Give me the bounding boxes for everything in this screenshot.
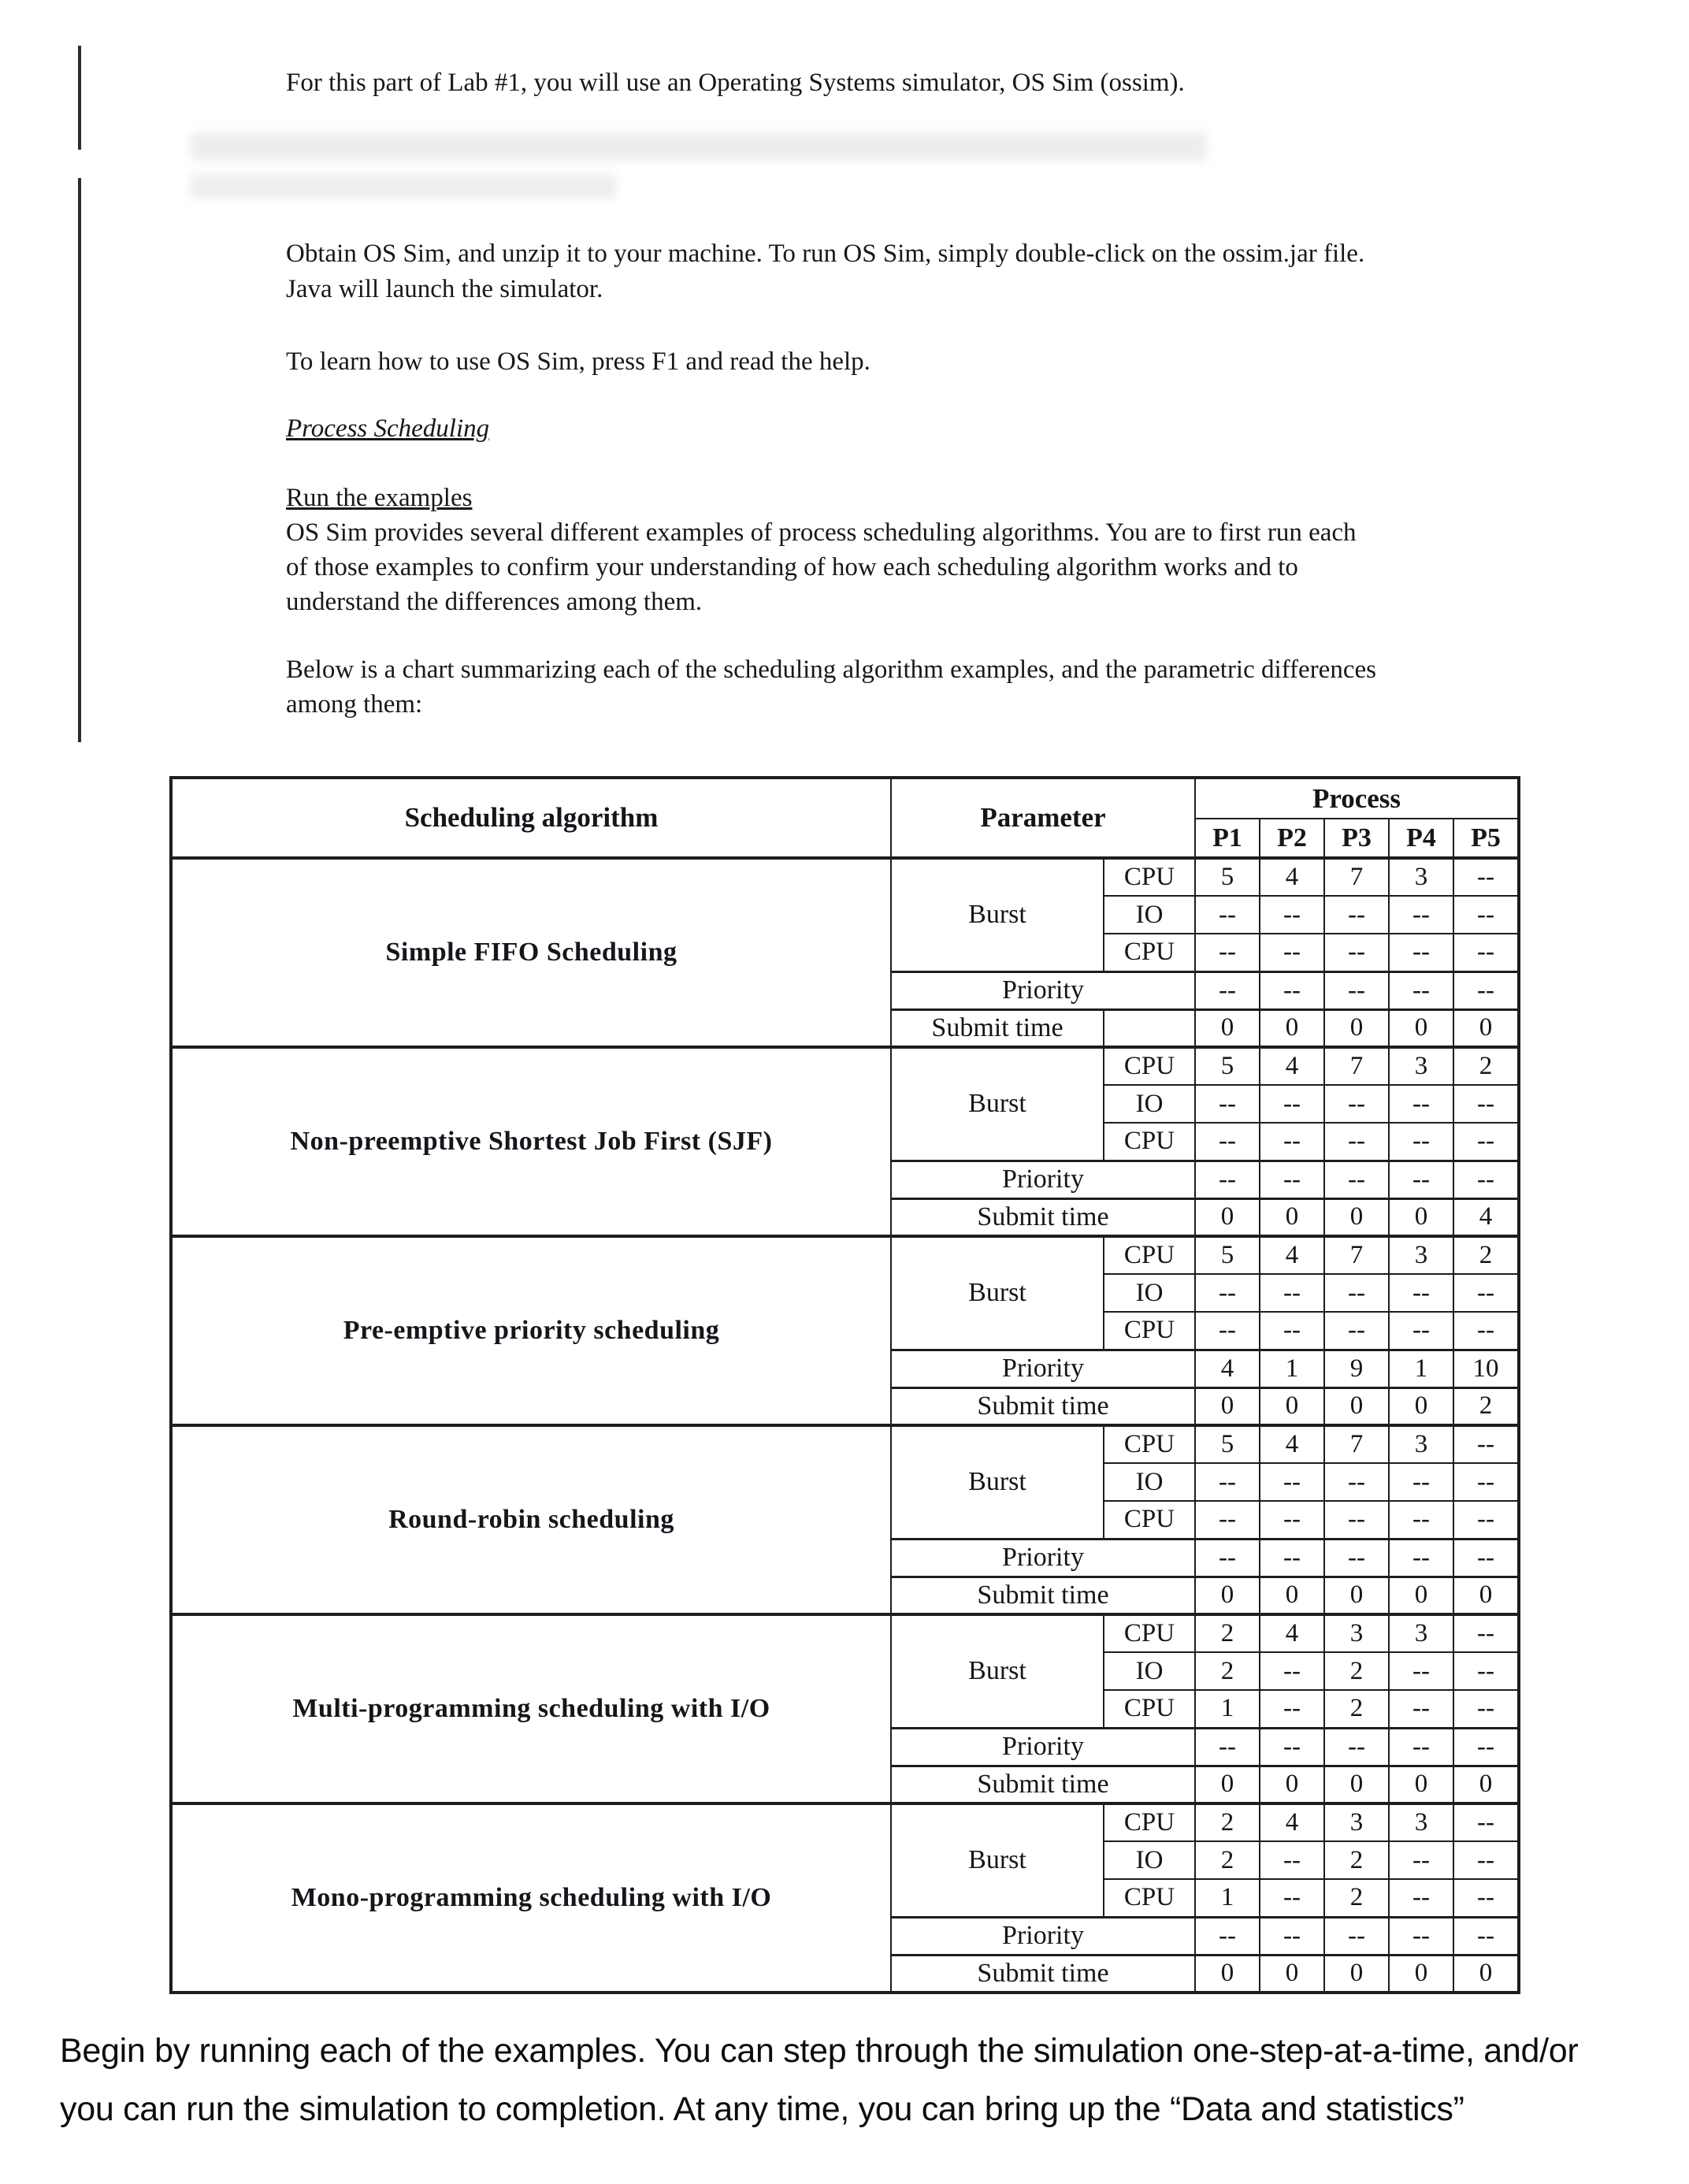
param-label-submit-time: Submit time — [891, 1009, 1104, 1047]
column-header-p5: P5 — [1453, 819, 1519, 858]
process-value: 7 — [1324, 1236, 1389, 1274]
process-value: 0 — [1324, 1198, 1389, 1236]
process-value: -- — [1453, 1917, 1519, 1955]
empty-subcell — [1104, 1009, 1195, 1047]
process-value: -- — [1389, 1463, 1453, 1501]
process-value: -- — [1389, 1690, 1453, 1728]
process-value: -- — [1324, 1312, 1389, 1350]
process-value: 5 — [1195, 1425, 1260, 1463]
process-value: 5 — [1195, 1047, 1260, 1085]
param-label-submit-time: Submit time — [891, 1766, 1195, 1803]
paragraph: To learn how to use OS Sim, press F1 and read the help. — [286, 347, 870, 376]
process-value: 3 — [1389, 1236, 1453, 1274]
footer-paragraph — [60, 2022, 1675, 2138]
process-value: -- — [1195, 971, 1260, 1009]
process-value: -- — [1260, 1312, 1324, 1350]
process-value: -- — [1260, 1652, 1324, 1690]
scheduling-table — [169, 776, 1520, 1994]
paragraph: understand the differences among them. — [286, 588, 703, 616]
process-value: -- — [1195, 1501, 1260, 1539]
process-value: 3 — [1389, 858, 1453, 896]
faded-text-artifact — [191, 132, 1207, 161]
process-value: -- — [1324, 1501, 1389, 1539]
process-value: 4 — [1260, 1236, 1324, 1274]
process-value: 2 — [1453, 1387, 1519, 1425]
algorithm-name: Round-robin scheduling — [171, 1425, 891, 1614]
process-value: 0 — [1324, 1577, 1389, 1614]
process-value: 5 — [1195, 1236, 1260, 1274]
process-value: 2 — [1324, 1652, 1389, 1690]
subparam-label-cpu: CPU — [1104, 1803, 1195, 1841]
process-value: 2 — [1195, 1614, 1260, 1652]
process-value: 2 — [1324, 1841, 1389, 1879]
process-value: -- — [1260, 1501, 1324, 1539]
process-value: -- — [1260, 934, 1324, 971]
faded-text-artifact — [191, 174, 616, 199]
subparam-label-cpu: CPU — [1104, 1690, 1195, 1728]
process-value: -- — [1453, 1652, 1519, 1690]
scheduling-table-body — [171, 858, 1519, 1993]
process-value: -- — [1195, 1274, 1260, 1312]
process-value: -- — [1195, 896, 1260, 934]
process-value: -- — [1453, 1312, 1519, 1350]
process-value: -- — [1453, 1161, 1519, 1198]
process-value: -- — [1453, 971, 1519, 1009]
process-value: 0 — [1453, 1766, 1519, 1803]
process-value: 2 — [1195, 1803, 1260, 1841]
footer-line: you can run the simulation to completion. At any time, you can bring up the “Data and statistics” — [60, 2090, 1464, 2128]
table-header-row — [171, 778, 1519, 819]
algorithm-name: Pre-emptive priority scheduling — [171, 1236, 891, 1425]
change-bar — [78, 46, 81, 150]
param-label-priority: Priority — [891, 1539, 1195, 1577]
process-value: -- — [1260, 1463, 1324, 1501]
process-value: 4 — [1260, 858, 1324, 896]
subparam-label-cpu: CPU — [1104, 934, 1195, 971]
process-value: -- — [1324, 896, 1389, 934]
param-label-burst: Burst — [891, 1236, 1104, 1350]
param-label-submit-time: Submit time — [891, 1577, 1195, 1614]
process-value: 4 — [1260, 1425, 1324, 1463]
process-value: -- — [1195, 1161, 1260, 1198]
process-value: 0 — [1195, 1955, 1260, 1993]
change-bar — [78, 178, 81, 742]
algorithm-name: Non-preemptive Shortest Job First (SJF) — [171, 1047, 891, 1236]
process-value: 3 — [1324, 1803, 1389, 1841]
process-value: 9 — [1324, 1350, 1389, 1387]
algorithm-name: Simple FIFO Scheduling — [171, 858, 891, 1047]
process-value: 0 — [1324, 1955, 1389, 1993]
process-value: 4 — [1195, 1350, 1260, 1387]
process-value: 3 — [1389, 1803, 1453, 1841]
table-row — [171, 858, 1519, 896]
process-value: -- — [1453, 1123, 1519, 1161]
param-label-submit-time: Submit time — [891, 1198, 1195, 1236]
process-value: -- — [1389, 1841, 1453, 1879]
process-value: -- — [1453, 1879, 1519, 1917]
process-value: -- — [1324, 1917, 1389, 1955]
subparam-label-io: IO — [1104, 1841, 1195, 1879]
subparam-label-io: IO — [1104, 1463, 1195, 1501]
column-header-p1: P1 — [1195, 819, 1260, 858]
process-value: 2 — [1453, 1236, 1519, 1274]
process-value: -- — [1453, 1841, 1519, 1879]
paragraph: Below is a chart summarizing each of the scheduling algorithm examples, and the parametric differences — [286, 656, 1376, 684]
subparam-label-cpu: CPU — [1104, 1123, 1195, 1161]
process-value: -- — [1389, 1161, 1453, 1198]
process-value: 0 — [1260, 1387, 1324, 1425]
process-value: 5 — [1195, 858, 1260, 896]
process-value: -- — [1453, 1614, 1519, 1652]
process-value: 3 — [1324, 1614, 1389, 1652]
process-value: 3 — [1389, 1047, 1453, 1085]
process-value: -- — [1260, 1539, 1324, 1577]
process-value: -- — [1453, 1501, 1519, 1539]
process-value: -- — [1389, 1312, 1453, 1350]
process-value: -- — [1195, 1728, 1260, 1766]
process-value: 2 — [1324, 1879, 1389, 1917]
process-value: -- — [1389, 1879, 1453, 1917]
paragraph: of those examples to confirm your understanding of how each scheduling algorithm works and to — [286, 553, 1298, 581]
process-value: -- — [1195, 1123, 1260, 1161]
process-value: 2 — [1195, 1652, 1260, 1690]
param-label-submit-time: Submit time — [891, 1955, 1195, 1993]
process-value: -- — [1389, 1501, 1453, 1539]
process-value: -- — [1324, 1463, 1389, 1501]
process-value: 0 — [1389, 1387, 1453, 1425]
process-value: -- — [1389, 1728, 1453, 1766]
param-label-burst: Burst — [891, 1425, 1104, 1539]
process-value: -- — [1453, 1539, 1519, 1577]
process-value: 2 — [1195, 1841, 1260, 1879]
process-value: 0 — [1260, 1766, 1324, 1803]
process-value: 4 — [1260, 1803, 1324, 1841]
param-label-priority: Priority — [891, 1917, 1195, 1955]
process-value: -- — [1453, 1690, 1519, 1728]
column-header-p3: P3 — [1324, 819, 1389, 858]
sub-heading: Run the examples — [286, 484, 473, 512]
table-row — [171, 1047, 1519, 1085]
process-value: -- — [1453, 1803, 1519, 1841]
process-value: 4 — [1260, 1614, 1324, 1652]
algorithm-name: Multi-programming scheduling with I/O — [171, 1614, 891, 1803]
column-header-process: Process — [1195, 778, 1519, 819]
process-value: -- — [1260, 971, 1324, 1009]
subparam-label-io: IO — [1104, 1085, 1195, 1123]
process-value: -- — [1389, 1652, 1453, 1690]
process-value: -- — [1453, 1274, 1519, 1312]
process-value: 0 — [1260, 1009, 1324, 1047]
param-label-priority: Priority — [891, 1350, 1195, 1387]
process-value: -- — [1260, 1690, 1324, 1728]
process-value: -- — [1389, 934, 1453, 971]
process-value: 3 — [1389, 1614, 1453, 1652]
algorithm-name: Mono-programming scheduling with I/O — [171, 1803, 891, 1993]
process-value: -- — [1324, 1161, 1389, 1198]
column-header-parameter: Parameter — [891, 778, 1195, 858]
process-value: 4 — [1260, 1047, 1324, 1085]
process-value: 1 — [1195, 1690, 1260, 1728]
process-value: -- — [1453, 934, 1519, 971]
subparam-label-io: IO — [1104, 1652, 1195, 1690]
process-value: -- — [1453, 1463, 1519, 1501]
column-header-p4: P4 — [1389, 819, 1453, 858]
param-label-burst: Burst — [891, 1047, 1104, 1161]
process-value: 0 — [1324, 1766, 1389, 1803]
process-value: 1 — [1260, 1350, 1324, 1387]
process-value: -- — [1195, 1539, 1260, 1577]
process-value: -- — [1453, 858, 1519, 896]
process-value: 10 — [1453, 1350, 1519, 1387]
process-value: -- — [1260, 896, 1324, 934]
process-value: -- — [1389, 1123, 1453, 1161]
paragraph: Obtain OS Sim, and unzip it to your machine. To run OS Sim, simply double-click on the ossim.jar file. — [286, 240, 1365, 268]
process-value: -- — [1195, 1463, 1260, 1501]
subparam-label-cpu: CPU — [1104, 1879, 1195, 1917]
process-value: -- — [1195, 1085, 1260, 1123]
process-value: 3 — [1389, 1425, 1453, 1463]
process-value: 7 — [1324, 858, 1389, 896]
process-value: 7 — [1324, 1047, 1389, 1085]
process-value: -- — [1324, 934, 1389, 971]
process-value: 0 — [1453, 1577, 1519, 1614]
process-value: 0 — [1195, 1577, 1260, 1614]
process-value: 0 — [1324, 1387, 1389, 1425]
process-value: -- — [1453, 896, 1519, 934]
subparam-label-io: IO — [1104, 1274, 1195, 1312]
process-value: 0 — [1260, 1577, 1324, 1614]
process-value: 7 — [1324, 1425, 1389, 1463]
process-value: -- — [1260, 1917, 1324, 1955]
process-value: -- — [1324, 1539, 1389, 1577]
param-label-burst: Burst — [891, 1803, 1104, 1917]
process-value: -- — [1453, 1425, 1519, 1463]
process-value: 0 — [1195, 1766, 1260, 1803]
process-value: 0 — [1260, 1955, 1324, 1993]
table-row — [171, 1236, 1519, 1274]
table-row — [171, 1425, 1519, 1463]
process-value: -- — [1324, 1085, 1389, 1123]
process-value: 0 — [1453, 1009, 1519, 1047]
param-label-priority: Priority — [891, 1728, 1195, 1766]
process-value: -- — [1389, 971, 1453, 1009]
process-value: 2 — [1324, 1690, 1389, 1728]
param-label-burst: Burst — [891, 1614, 1104, 1728]
subparam-label-cpu: CPU — [1104, 1312, 1195, 1350]
paragraph: OS Sim provides several different examples of process scheduling algorithms. You are to first run each — [286, 518, 1357, 547]
process-value: -- — [1453, 1728, 1519, 1766]
process-value: -- — [1324, 1123, 1389, 1161]
process-value: -- — [1260, 1841, 1324, 1879]
subparam-label-cpu: CPU — [1104, 1614, 1195, 1652]
subparam-label-cpu: CPU — [1104, 1501, 1195, 1539]
process-value: 0 — [1389, 1577, 1453, 1614]
process-value: -- — [1260, 1879, 1324, 1917]
process-value: -- — [1324, 971, 1389, 1009]
section-heading: Process Scheduling — [286, 414, 490, 443]
paragraph: For this part of Lab #1, you will use an Operating Systems simulator, OS Sim (ossim). — [286, 69, 1185, 97]
process-value: 4 — [1453, 1198, 1519, 1236]
param-label-priority: Priority — [891, 1161, 1195, 1198]
table-row — [171, 1803, 1519, 1841]
process-value: -- — [1324, 1728, 1389, 1766]
process-value: -- — [1453, 1085, 1519, 1123]
column-header-algorithm: Scheduling algorithm — [171, 778, 891, 858]
table-row — [171, 1614, 1519, 1652]
param-label-priority: Priority — [891, 971, 1195, 1009]
process-value: -- — [1195, 1917, 1260, 1955]
process-value: -- — [1324, 1274, 1389, 1312]
process-value: 1 — [1195, 1879, 1260, 1917]
process-value: -- — [1260, 1123, 1324, 1161]
subparam-label-cpu: CPU — [1104, 1236, 1195, 1274]
process-value: 0 — [1453, 1955, 1519, 1993]
process-value: 0 — [1389, 1766, 1453, 1803]
process-value: -- — [1260, 1085, 1324, 1123]
process-value: -- — [1389, 896, 1453, 934]
process-value: -- — [1195, 1312, 1260, 1350]
process-value: -- — [1389, 1917, 1453, 1955]
process-value: 0 — [1324, 1009, 1389, 1047]
process-value: -- — [1389, 1085, 1453, 1123]
subparam-label-cpu: CPU — [1104, 858, 1195, 896]
process-value: 2 — [1453, 1047, 1519, 1085]
process-value: 1 — [1389, 1350, 1453, 1387]
process-value: 0 — [1389, 1955, 1453, 1993]
subparam-label-cpu: CPU — [1104, 1425, 1195, 1463]
paragraph: among them: — [286, 690, 423, 719]
process-value: 0 — [1389, 1198, 1453, 1236]
process-value: -- — [1389, 1274, 1453, 1312]
process-value: -- — [1389, 1539, 1453, 1577]
process-value: -- — [1260, 1161, 1324, 1198]
process-value: -- — [1260, 1274, 1324, 1312]
paragraph: Java will launch the simulator. — [286, 275, 603, 303]
process-value: 0 — [1195, 1198, 1260, 1236]
column-header-p2: P2 — [1260, 819, 1324, 858]
param-label-submit-time: Submit time — [891, 1387, 1195, 1425]
subparam-label-cpu: CPU — [1104, 1047, 1195, 1085]
process-value: 0 — [1389, 1009, 1453, 1047]
process-value: -- — [1195, 934, 1260, 971]
process-value: -- — [1260, 1728, 1324, 1766]
subparam-label-io: IO — [1104, 896, 1195, 934]
process-value: 0 — [1195, 1387, 1260, 1425]
param-label-burst: Burst — [891, 858, 1104, 971]
process-value: 0 — [1260, 1198, 1324, 1236]
footer-line: Begin by running each of the examples. You can step through the simulation one-step-at-a-time, and/or — [60, 2032, 1579, 2070]
process-value: 0 — [1195, 1009, 1260, 1047]
